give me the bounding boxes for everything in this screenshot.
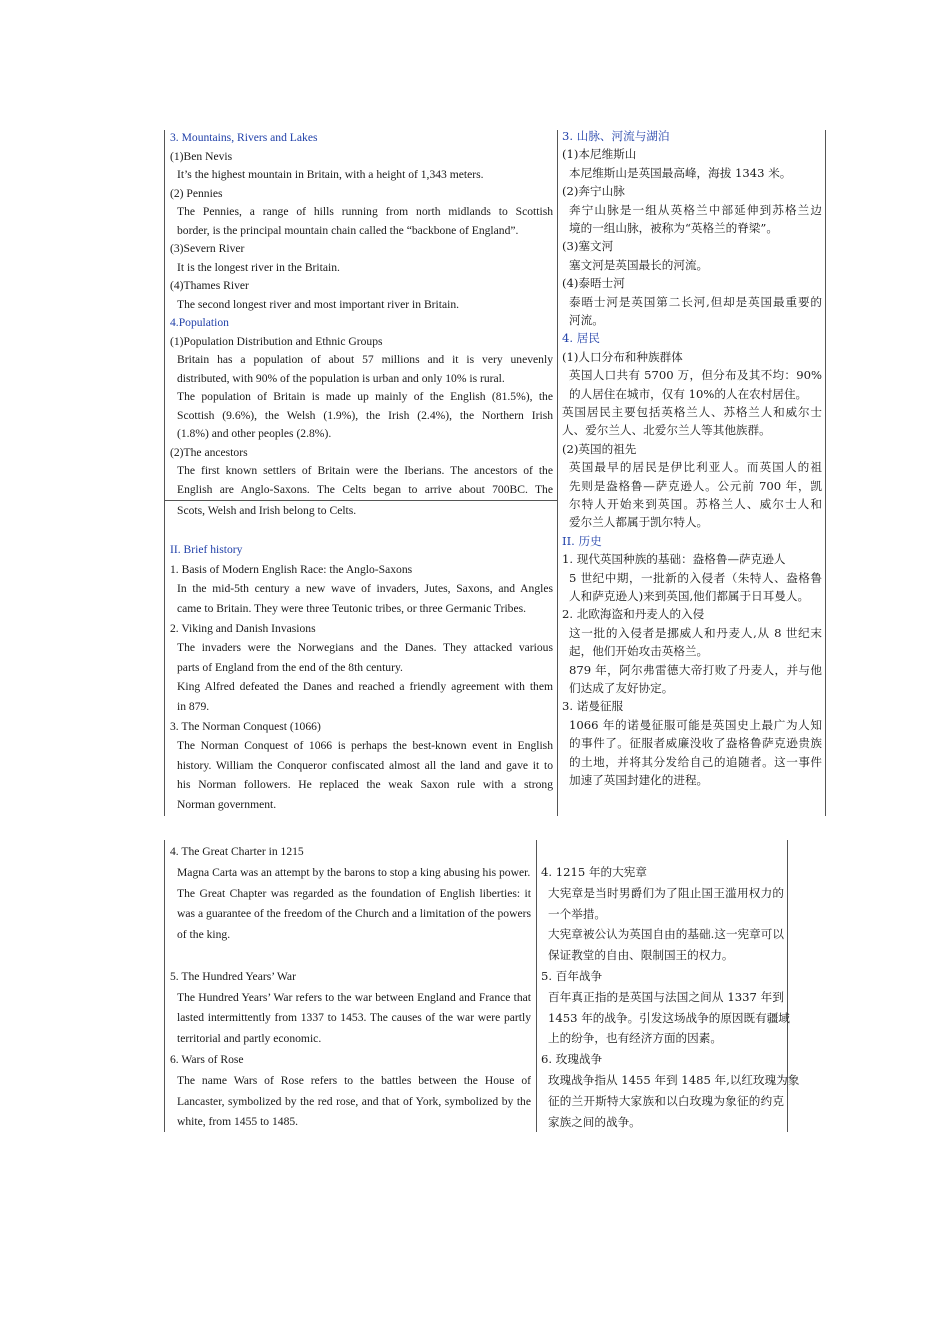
text-line: was a guarantee of the freedom of the Church and a limitation of the powers xyxy=(177,907,531,921)
table-border xyxy=(164,840,165,1132)
text-line: 大宪章被公认为英国自由的基础.这一宪章可以 xyxy=(548,927,784,942)
text-line: King Alfred defeated the Danes and reached a friendly agreement with them xyxy=(177,680,553,694)
text-line: (2)奔宁山脉 xyxy=(562,184,625,199)
text-line: (2)The ancestors xyxy=(170,445,248,459)
text-line: 上的纷争，也有经济方面的因素。 xyxy=(548,1031,722,1046)
text-line: lasted intermittently from 1337 to 1453. The causes of the war were partly xyxy=(177,1011,531,1025)
text-line: It is the longest river in the Britain. xyxy=(177,260,340,274)
text-line: 起，他们开始攻击英格兰。 xyxy=(569,644,709,659)
text-line: 4. The Great Charter in 1215 xyxy=(170,845,304,858)
text-line: 先则是盎格鲁—萨克逊人。公元前 700 年，凯 xyxy=(569,478,822,493)
text-line: Britain has a population of about 57 millions and it is very unevenly xyxy=(177,353,553,366)
text-line: (2) Pennies xyxy=(170,186,223,200)
text-line: (1.8%) and other peoples (2.8%). xyxy=(177,427,332,440)
table-divider xyxy=(536,840,537,1132)
text-line: 1066 年的诺曼征服可能是英国史上最广为人知 xyxy=(569,717,822,732)
text-line: It’s the highest mountain in Britain, with a height of 1,343 meters. xyxy=(177,168,484,181)
text-line: Norman government. xyxy=(177,798,277,811)
text-line: 家族之间的战争。 xyxy=(548,1114,641,1129)
text-line: 泰晤士河是英国第二长河,但却是英国最重要的 xyxy=(569,294,822,309)
text-line: 4.Population xyxy=(170,316,229,329)
text-line: 尔特人开始来到英国。苏格兰人、威尔士人和 xyxy=(569,497,822,511)
text-line: 人、爱尔兰人、北爱尔兰人等其他族群。 xyxy=(562,423,771,438)
text-line: 本尼维斯山是英国最高峰，海拔 1343 米。 xyxy=(569,165,792,180)
text-line: (1)Ben Nevis xyxy=(170,149,233,163)
text-line: 1. Basis of Modern English Race: the Anglo-Saxons xyxy=(170,562,413,576)
text-line: The invaders were the Norwegians and the Danes. They attacked various xyxy=(177,641,553,655)
text-line: 百年真正指的是英国与法国之间从 1337 年到 xyxy=(548,989,784,1004)
text-line: 大宪章是当时男爵们为了阻止国王滥用权力的 xyxy=(548,885,784,900)
text-line: parts of England from the end of the 8th century. xyxy=(177,660,403,674)
text-line: English are Anglo-Saxons. The Celts began to arrive about 700BC. The xyxy=(177,482,553,496)
text-line: 5. 百年战争 xyxy=(541,969,603,983)
text-line: (3)塞文河 xyxy=(562,239,614,254)
text-line: II. 历史 xyxy=(562,533,602,548)
text-line: 英国人口共有 5700 万，但分布及其不均：90% xyxy=(569,368,822,383)
text-line: (1)Population Distribution and Ethnic Groups xyxy=(170,334,383,348)
text-line: 保证教堂的自由、限制国王的权力。 xyxy=(548,948,734,963)
text-line: 爱尔兰人都属于凯尔特人。 xyxy=(569,515,709,530)
text-line: 4. 居民 xyxy=(562,331,600,346)
text-line: border, is the principal mountain chain called the “backbone of England”. xyxy=(177,223,519,237)
text-line: 人和萨克逊人)来到英国,他们都属于日耳曼人。 xyxy=(569,589,810,603)
text-line: In the mid-5th century a new wave of invaders, Jutes, Saxons, and Angles xyxy=(177,582,553,596)
text-line: 4. 1215 年的大宪章 xyxy=(541,865,647,879)
chinese-column xyxy=(541,0,800,1342)
text-line: (4)Thames River xyxy=(170,279,249,292)
text-line: 的事件了。征服者威廉没收了盎格鲁萨克逊贵族 xyxy=(569,736,822,751)
text-line: (1)人口分布和种族群体 xyxy=(562,349,683,364)
text-line: The second longest river and most important river in Britain. xyxy=(177,297,460,311)
text-line: history. William the Conqueror confiscated almost all the land and gave it to xyxy=(177,758,553,772)
text-line: Scottish (9.6%), the Welsh (1.9%), the Irish (2.4%), the Northern Irish xyxy=(177,408,553,422)
english-column xyxy=(170,0,531,1342)
text-line: territorial and partly economic. xyxy=(177,1032,322,1046)
text-line: 1. 现代英国种族的基础：盎格鲁—萨克逊人 xyxy=(562,552,786,567)
text-line: 河流。 xyxy=(569,313,604,327)
text-line: The Great Chapter was regarded as the foundation of English liberties: it xyxy=(177,886,531,900)
text-line: 3. 山脉、河流与湖泊 xyxy=(562,129,670,143)
text-line: The name Wars of Rose refers to the battles between the House of xyxy=(177,1073,531,1087)
text-line: 英国最早的居民是伊比利亚人。而英国人的祖 xyxy=(569,460,822,475)
text-line: 英国居民主要包括英格兰人、苏格兰人和威尔士 xyxy=(562,405,822,419)
text-line: 们达成了友好协定。 xyxy=(569,681,674,695)
text-line: 玫瑰战争指从 1455 年到 1485 年,以红玫瑰为象 xyxy=(548,1073,800,1087)
text-line: II. Brief history xyxy=(170,543,243,557)
text-line: of the king. xyxy=(177,928,231,942)
text-line: 879 年，阿尔弗雷德大帝打败了丹麦人，并与他 xyxy=(569,662,822,677)
text-line: The first known settlers of Britain were the Iberians. The ancestors of the xyxy=(177,464,553,477)
text-line: 3. Mountains, Rivers and Lakes xyxy=(170,131,318,144)
text-line: 的人居住在城市，仅有 10%的人在农村居住。 xyxy=(569,386,808,401)
text-line: 奔宁山脉是一组从英格兰中部延伸到苏格兰边 xyxy=(569,202,822,217)
text-line: 5. The Hundred Years’ War xyxy=(170,969,296,983)
text-line: The Norman Conquest of 1066 is perhaps the best-known event in English xyxy=(177,739,553,753)
text-line: 2. Viking and Danish Invasions xyxy=(170,621,316,635)
text-line: (4)泰晤士河 xyxy=(562,276,625,291)
text-line: 境的一组山脉，被称为“英格兰的脊梁”。 xyxy=(569,221,778,235)
text-line: Lancaster, symbolized by the red rose, and that of York, symbolized by the xyxy=(177,1094,531,1108)
text-line: 这一批的入侵者是挪威人和丹麦人,从 8 世纪末 xyxy=(569,625,822,640)
text-line: (2)英国的祖先 xyxy=(562,441,637,456)
text-line: distributed, with 90% of the population is urban and only 10% is rural. xyxy=(177,371,505,385)
text-line: 3. The Norman Conquest (1066) xyxy=(170,719,321,733)
text-line: 3. 诺曼征服 xyxy=(562,699,624,714)
text-line: The Hundred Years’ War refers to the war between England and France that xyxy=(177,990,531,1004)
text-line: 1453 年的战争。引发这场战争的原因既有疆域 xyxy=(548,1010,790,1025)
text-line: his Norman followers. He replaced the weak Saxon rule with a strong xyxy=(177,778,553,792)
text-line: in 879. xyxy=(177,700,210,713)
text-line: Scots, Welsh and Irish belong to Celts. xyxy=(177,504,357,517)
text-line: 5 世纪中期，一批新的入侵者（朱特人、盎格鲁 xyxy=(569,570,822,585)
text-line: 6. 玫瑰战争 xyxy=(541,1052,603,1067)
text-line: (3)Severn River xyxy=(170,242,245,255)
text-line: 塞文河是英国最长的河流。 xyxy=(569,257,709,272)
text-line: 一个举措。 xyxy=(548,906,606,921)
text-line: 征的兰开斯特大家族和以白玫瑰为象征的约克 xyxy=(548,1093,784,1108)
text-line: came to Britain. They were three Teutonic tribes, or three Germanic Tribes. xyxy=(177,602,527,615)
text-line: The Pennies, a range of hills running from north midlands to Scottish xyxy=(177,205,553,218)
text-line: (1)本尼维斯山 xyxy=(562,147,637,162)
text-line: 加速了英国封建化的进程。 xyxy=(569,773,709,787)
text-line: white, from 1455 to 1485. xyxy=(177,1115,299,1129)
text-line: 2. 北欧海盗和丹麦人的入侵 xyxy=(562,607,705,622)
text-line: Magna Carta was an attempt by the barons to stop a king abusing his power. xyxy=(177,865,531,879)
text-line: The population of Britain is made up mainly of the English (81.5%), the xyxy=(177,390,553,403)
text-line: 的土地，并将其分发给自己的追随者。这一事件 xyxy=(569,754,822,769)
text-line: 6. Wars of Rose xyxy=(170,1053,244,1066)
